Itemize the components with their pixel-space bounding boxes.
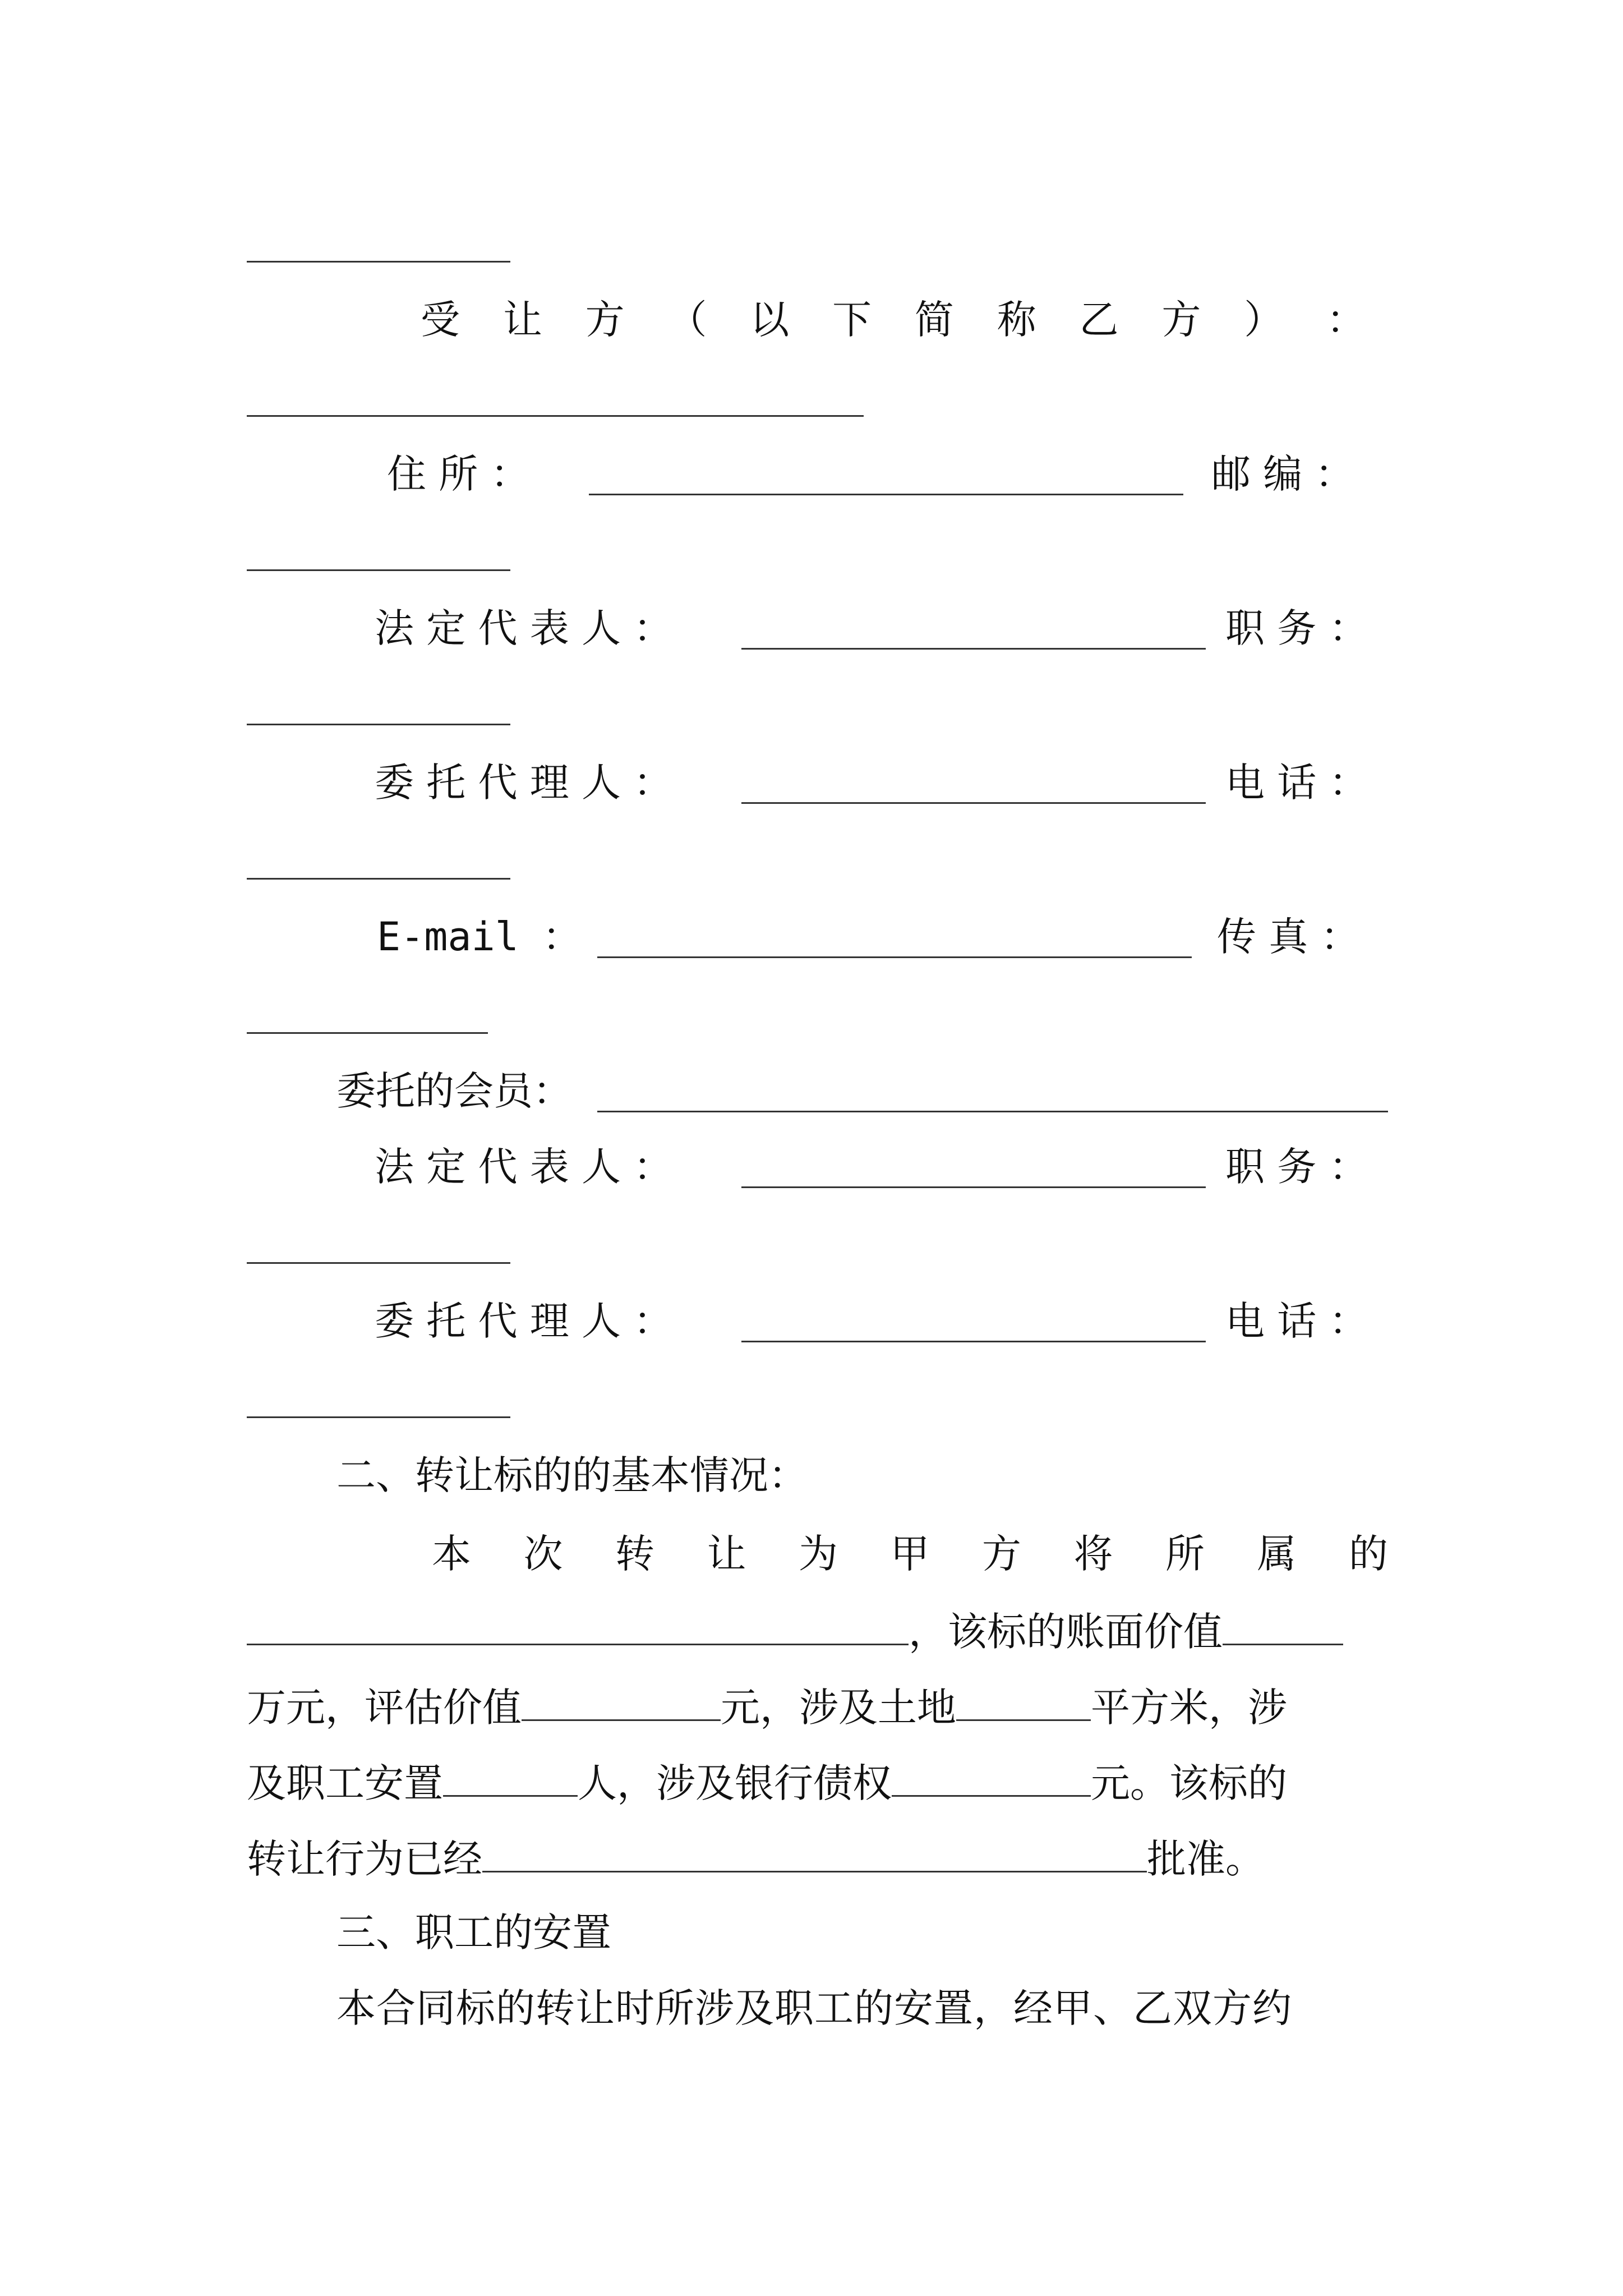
position2-label: 职 务 ： [1225,1144,1368,1190]
transferee-char: ： [1326,297,1366,343]
section3-body: 本合同标的转让时所涉及职工的安置，经甲、乙双方约 [336,1985,1292,2031]
address-blank[interactable] [589,494,1183,495]
bank-claim-blank[interactable] [892,1756,1091,1797]
section2-line4 [247,1756,1287,1809]
member-blank[interactable] [597,1111,1388,1112]
section2-line2 [247,1604,1343,1657]
fax-label: 传 真 ： [1217,914,1360,960]
phone-blank[interactable] [247,878,510,880]
section2-first-line [432,1529,1388,1579]
book-value-text: ，该标的账面价值 [909,1609,1223,1655]
bank-claim-text: 人，涉及银行债权 [578,1760,892,1806]
phone2-blank[interactable] [247,1416,510,1418]
transferee-blank[interactable] [247,415,864,417]
postcode-label: 邮 编 ： [1211,451,1354,497]
postcode-blank[interactable] [247,569,510,571]
section2-first-char: 所 [1165,1531,1205,1577]
transferee-char: 称 [997,297,1036,343]
section2-first-char: 转 [615,1531,654,1577]
staff-blank[interactable] [443,1756,578,1797]
fax-blank[interactable] [247,1032,488,1034]
section2-first-char: 的 [1349,1531,1388,1577]
section2-first-char: 属 [1257,1531,1297,1577]
transferee-char: 方 [585,297,625,343]
agent-label: 委 托 代 理 人 ： [375,760,673,806]
staff-text: 及职工安置 [247,1760,443,1806]
legal-rep-blank[interactable] [741,648,1206,650]
approval-text: 转让行为已经 [247,1836,482,1882]
member-label: 委托的会员： [336,1068,572,1114]
transferee-char: 下 [832,297,872,343]
agent-blank[interactable] [741,802,1206,804]
appraisal-blank[interactable] [522,1680,721,1721]
agent2-label: 委 托 代 理 人 ： [375,1298,673,1344]
transferee-char: （ [667,297,707,343]
transferee-char: 受 [421,297,460,343]
transferee-char: 以 [750,297,790,343]
transferee-char: 让 [502,297,542,343]
yuan-text: 元。该标的 [1091,1760,1287,1806]
section2-first-char: 甲 [890,1531,930,1577]
book-value-blank[interactable] [1223,1604,1343,1645]
legal-rep2-blank[interactable] [741,1186,1206,1188]
position-label: 职 务 ： [1225,605,1368,651]
legal-rep-label: 法 定 代 表 人 ： [375,605,673,651]
address-label: 住 所 ： [387,451,530,497]
section2-heading: 二、转让标的的基本情况： [336,1452,808,1498]
phone-label: 电 话 ： [1225,760,1368,806]
land-blank[interactable] [956,1680,1091,1721]
sqm-text: 平方米，涉 [1091,1685,1287,1731]
transferee-line [421,295,1366,345]
land-text: 元，涉及土地 [721,1685,956,1731]
approval-blank[interactable] [482,1832,1147,1872]
section2-first-char: 让 [707,1531,746,1577]
section2-first-char: 将 [1073,1531,1113,1577]
transferee-char: 简 [914,297,954,343]
section2-first-char: 次 [523,1531,563,1577]
transferee-char: 乙 [1079,297,1119,343]
section2-line5 [247,1832,1265,1884]
transferee-char: 方 [1161,297,1201,343]
position2-blank[interactable] [247,1262,510,1264]
email-label: E-mail ： [377,914,582,960]
section2-first-char: 为 [799,1531,838,1577]
transferee-char: ） [1244,297,1284,343]
phone2-label: 电 话 ： [1225,1298,1368,1344]
blank-line[interactable] [247,261,510,263]
position-blank[interactable] [247,724,510,725]
wan-yuan-text: 万元，评估价值 [247,1685,522,1731]
target-blank[interactable] [247,1604,909,1645]
agent2-blank[interactable] [741,1341,1206,1342]
section2-first-char: 方 [982,1531,1021,1577]
section2-line3 [247,1680,1287,1733]
approved-text: 批准。 [1147,1836,1265,1882]
section3-heading: 三、职工的安置 [336,1910,611,1955]
section2-first-char: 本 [432,1531,471,1577]
legal-rep2-label: 法 定 代 表 人 ： [375,1144,673,1190]
email-blank[interactable] [597,956,1192,958]
